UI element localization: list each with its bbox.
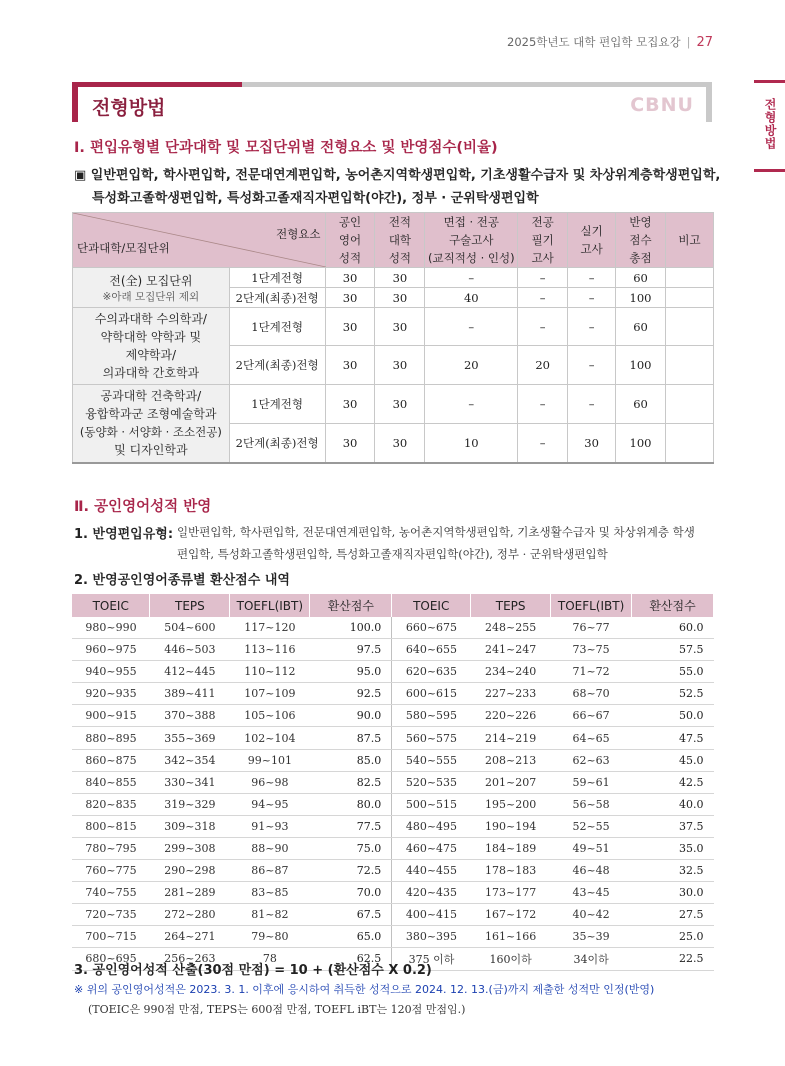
sec2-item2-label: 2. 반영공인영어종류별 환산점수 내역 [74, 573, 290, 588]
score-cell: 227~233 [471, 683, 551, 705]
col-header: 실기 고사 [568, 213, 616, 268]
score-cell: 504~600 [150, 617, 230, 639]
score-cell: 30.0 [632, 882, 714, 904]
stage-cell: 2단계(최종)전형 [229, 288, 325, 308]
score-cell: 25.0 [632, 926, 714, 948]
value-cell: – [568, 288, 616, 308]
score-cell: 47.5 [632, 727, 714, 749]
score-cell: 190~194 [471, 815, 551, 837]
score-cell: 97.5 [310, 639, 392, 661]
score-cell: 52.5 [632, 683, 714, 705]
score-row [72, 617, 714, 639]
sec2-item1-label: 1. 반영편입유형: [74, 527, 174, 542]
score-cell: 110~112 [230, 661, 310, 683]
score-cell: 40~42 [551, 904, 632, 926]
group-name: 수의과대학 수의학과/ 약학대학 약학과 및 제약학과/ 의과대학 간호학과 [94, 312, 207, 380]
score-cell: 319~329 [150, 793, 230, 815]
score-cell: 660~675 [392, 617, 471, 639]
value-cell [666, 346, 714, 385]
value-cell [666, 424, 714, 463]
score-cell: 640~655 [392, 639, 471, 661]
score-cell: 87.5 [310, 727, 392, 749]
score-cell: 49~51 [551, 837, 632, 859]
col-header: 공인 영어 성적 [325, 213, 375, 268]
value-cell: – [568, 385, 616, 424]
score-cell: 264~271 [150, 926, 230, 948]
score-col-header: 환산점수 [632, 594, 714, 617]
score-cell: 500~515 [392, 793, 471, 815]
score-cell: 440~455 [392, 860, 471, 882]
score-row [72, 771, 714, 793]
score-cell: 78 [230, 948, 310, 970]
score-cell: 241~247 [471, 639, 551, 661]
value-cell: 30 [375, 346, 425, 385]
score-cell: 83~85 [230, 882, 310, 904]
score-cell: 117~120 [230, 617, 310, 639]
title-gray-line [242, 82, 712, 87]
score-cell: 201~207 [471, 771, 551, 793]
score-col-header: TOEFL(IBT) [230, 594, 310, 617]
score-cell: 42.5 [632, 771, 714, 793]
score-cell: 420~435 [392, 882, 471, 904]
value-cell: – [568, 346, 616, 385]
group-cell [73, 308, 230, 385]
score-cell: 55.0 [632, 661, 714, 683]
score-cell: 91~93 [230, 815, 310, 837]
score-cell: 85.0 [310, 749, 392, 771]
value-cell [666, 385, 714, 424]
score-row [72, 683, 714, 705]
score-cell: 79~80 [230, 926, 310, 948]
score-cell: 256~263 [150, 948, 230, 970]
cbnu-logo: CBNU [630, 94, 694, 116]
side-tab-label: 전형방법 [763, 98, 777, 150]
score-row [72, 882, 714, 904]
score-row [72, 860, 714, 882]
col-header: 반영 점수 총점 [616, 213, 666, 268]
score-cell: 281~289 [150, 882, 230, 904]
score-cell: 208~213 [471, 749, 551, 771]
score-cell: 780~795 [72, 837, 150, 859]
group-name: 전(全) 모집단위 [109, 274, 193, 288]
value-cell [666, 308, 714, 346]
score-cell: 920~935 [72, 683, 150, 705]
score-cell: 520~535 [392, 771, 471, 793]
sec2-note2: (TOEIC은 990점 만점, TEPS는 600점 만점, TOEFL iBT는 120점 만점임.) [88, 1003, 466, 1016]
stage-cell: 1단계전형 [229, 308, 325, 346]
score-cell: 400~415 [392, 904, 471, 926]
score-cell: 102~104 [230, 727, 310, 749]
section-title-box [72, 82, 712, 122]
score-cell: 380~395 [392, 926, 471, 948]
stage-cell: 1단계전형 [229, 385, 325, 424]
score-cell: 290~298 [150, 860, 230, 882]
score-cell: 45.0 [632, 749, 714, 771]
score-cell: 113~116 [230, 639, 310, 661]
score-cell: 73~75 [551, 639, 632, 661]
score-cell: 342~354 [150, 749, 230, 771]
group-name-tail: 및 디자인학과 [114, 443, 188, 458]
score-cell: 100.0 [310, 617, 392, 639]
value-cell: 100 [616, 346, 666, 385]
score-cell: 272~280 [150, 904, 230, 926]
running-header [507, 34, 713, 50]
side-tab-bottom-bar [754, 169, 785, 172]
title-accent-line [72, 82, 242, 87]
score-cell: 66~67 [551, 705, 632, 727]
value-cell: 60 [616, 385, 666, 424]
score-cell: 173~177 [471, 882, 551, 904]
group-name: 공과대학 건축학과/ 융합학과군 조형예술학과 [85, 389, 217, 422]
value-cell: 30 [325, 268, 375, 288]
col-header: 전공 필기 고사 [518, 213, 568, 268]
score-cell: 370~388 [150, 705, 230, 727]
doc-title: 2025학년도 대학 편입학 모집요강 [507, 35, 681, 49]
sec1-bullet-line1: ▣ 일반편입학, 학사편입학, 전문대연계편입학, 농어촌지역학생편입학, 기초생활수급자 및 차상위계층학생편입학, [74, 168, 721, 183]
screening-table [72, 212, 714, 464]
title-right-bar [706, 82, 712, 122]
score-cell: 43~45 [551, 882, 632, 904]
score-cell: 107~109 [230, 683, 310, 705]
score-row [72, 639, 714, 661]
score-cell: 248~255 [471, 617, 551, 639]
score-cell: 355~369 [150, 727, 230, 749]
score-row [72, 926, 714, 948]
score-cell: 840~855 [72, 771, 150, 793]
group-note: ※아래 모집단위 제외 [102, 291, 200, 303]
score-cell: 309~318 [150, 815, 230, 837]
value-cell: – [518, 268, 568, 288]
score-cell: 62.5 [310, 948, 392, 970]
col-header: 전적 대학 성적 [375, 213, 425, 268]
value-cell: – [568, 268, 616, 288]
score-cell: 70.0 [310, 882, 392, 904]
score-cell: 160이하 [471, 948, 551, 970]
value-cell: – [518, 308, 568, 346]
score-cell: 59~61 [551, 771, 632, 793]
score-cell: 56~58 [551, 793, 632, 815]
value-cell: 30 [375, 385, 425, 424]
score-cell: 99~101 [230, 749, 310, 771]
score-cell: 299~308 [150, 837, 230, 859]
score-row [72, 705, 714, 727]
sec2-item1-text1: 일반편입학, 학사편입학, 전문대연계편입학, 농어촌지역학생편입학, 기초생활수급자 및 차상위계층 학생 [177, 525, 695, 539]
score-cell: 46~48 [551, 860, 632, 882]
score-cell: 760~775 [72, 860, 150, 882]
value-cell: – [518, 424, 568, 463]
score-cell: 480~495 [392, 815, 471, 837]
score-cell: 86~87 [230, 860, 310, 882]
value-cell: 30 [325, 346, 375, 385]
value-cell: 30 [325, 424, 375, 463]
score-cell: 68~70 [551, 683, 632, 705]
value-cell: 100 [616, 424, 666, 463]
score-cell: 96~98 [230, 771, 310, 793]
value-cell: 60 [616, 268, 666, 288]
score-cell: 35~39 [551, 926, 632, 948]
score-cell: 35.0 [632, 837, 714, 859]
score-cell: 76~77 [551, 617, 632, 639]
score-cell: 40.0 [632, 793, 714, 815]
value-cell [666, 268, 714, 288]
score-cell: 52~55 [551, 815, 632, 837]
side-tab-top-bar [754, 80, 785, 83]
score-col-header: TOEIC [392, 594, 471, 617]
sec1-bullet-line2: 특성화고졸학생편입학, 특성화고졸재직자편입학(야간), 정부 · 군위탁생편입학 [92, 191, 539, 206]
score-row [72, 904, 714, 926]
value-cell: 30 [375, 288, 425, 308]
score-cell: 167~172 [471, 904, 551, 926]
score-cell: 81~82 [230, 904, 310, 926]
score-cell: 540~555 [392, 749, 471, 771]
score-cell: 37.5 [632, 815, 714, 837]
score-row [72, 837, 714, 859]
score-col-header: TEPS [150, 594, 230, 617]
stage-cell: 2단계(최종)전형 [229, 424, 325, 463]
score-cell: 32.5 [632, 860, 714, 882]
score-cell: 184~189 [471, 837, 551, 859]
score-cell: 900~915 [72, 705, 150, 727]
score-cell: 75.0 [310, 837, 392, 859]
score-row [72, 749, 714, 771]
value-cell: – [568, 308, 616, 346]
stage-cell: 2단계(최종)전형 [229, 346, 325, 385]
sec2-item1-text2: 편입학, 특성화고졸학생편입학, 특성화고졸재직자편입학(야간), 정부 · 군위탁생편입학 [177, 547, 608, 561]
score-cell: 27.5 [632, 904, 714, 926]
value-cell: 10 [425, 424, 518, 463]
score-cell: 740~755 [72, 882, 150, 904]
col-header: 면접 · 전공 구술고사 (교직적성 · 인성) [425, 213, 518, 268]
score-cell: 77.5 [310, 815, 392, 837]
value-cell: 30 [568, 424, 616, 463]
score-cell: 700~715 [72, 926, 150, 948]
score-cell: 220~226 [471, 705, 551, 727]
value-cell: 20 [425, 346, 518, 385]
score-cell: 680~695 [72, 948, 150, 970]
sec2-note1: ※ 위의 공인영어성적은 2023. 3. 1. 이후에 응시하여 취득한 성적으로 2024. 12. 13.(금)까지 제출한 성적만 인정(반영) [74, 983, 655, 996]
corner-bottom-label: 단과대학/모집단위 [77, 241, 170, 255]
value-cell: 40 [425, 288, 518, 308]
score-cell: 80.0 [310, 793, 392, 815]
group-note: (동양화 · 서양화 · 조소전공) [79, 425, 222, 440]
score-cell: 214~219 [471, 727, 551, 749]
score-cell: 960~975 [72, 639, 150, 661]
sec1-heading: Ⅰ. 편입유형별 단과대학 및 모집단위별 전형요소 및 반영점수(비율) [74, 140, 498, 156]
section-title: 전형방법 [92, 97, 166, 119]
score-cell: 105~106 [230, 705, 310, 727]
value-cell: 20 [518, 346, 568, 385]
sec2-heading: Ⅱ. 공인영어성적 반영 [74, 499, 212, 515]
score-cell: 412~445 [150, 661, 230, 683]
score-cell: 620~635 [392, 661, 471, 683]
value-cell: 30 [325, 288, 375, 308]
score-cell: 446~503 [150, 639, 230, 661]
english-score-table [72, 594, 714, 971]
score-cell: 860~875 [72, 749, 150, 771]
score-row [72, 661, 714, 683]
score-col-header: TOEFL(IBT) [551, 594, 632, 617]
score-cell: 880~895 [72, 727, 150, 749]
score-row [72, 793, 714, 815]
score-row [72, 815, 714, 837]
score-cell: 72.5 [310, 860, 392, 882]
score-cell: 375 이하 [392, 948, 471, 970]
score-cell: 92.5 [310, 683, 392, 705]
score-cell: 720~735 [72, 904, 150, 926]
score-cell: 67.5 [310, 904, 392, 926]
value-cell: 100 [616, 288, 666, 308]
title-left-bar [72, 82, 78, 122]
score-cell: 940~955 [72, 661, 150, 683]
value-cell: 30 [375, 308, 425, 346]
corner-header [73, 213, 326, 268]
score-cell: 22.5 [632, 948, 714, 970]
value-cell: 30 [325, 308, 375, 346]
score-cell: 980~990 [72, 617, 150, 639]
score-cell: 560~575 [392, 727, 471, 749]
score-cell: 330~341 [150, 771, 230, 793]
value-cell: – [425, 268, 518, 288]
score-cell: 65.0 [310, 926, 392, 948]
header-separator: | [686, 35, 691, 49]
value-cell: – [425, 385, 518, 424]
score-col-header: 환산점수 [310, 594, 392, 617]
score-cell: 90.0 [310, 705, 392, 727]
score-cell: 460~475 [392, 837, 471, 859]
score-cell: 600~615 [392, 683, 471, 705]
score-cell: 195~200 [471, 793, 551, 815]
value-cell: 60 [616, 308, 666, 346]
score-row [72, 727, 714, 749]
score-cell: 800~815 [72, 815, 150, 837]
value-cell [666, 288, 714, 308]
score-cell: 389~411 [150, 683, 230, 705]
score-cell: 34이하 [551, 948, 632, 970]
score-cell: 64~65 [551, 727, 632, 749]
score-cell: 161~166 [471, 926, 551, 948]
score-col-header: TOEIC [72, 594, 150, 617]
score-cell: 580~595 [392, 705, 471, 727]
page-number: 27 [696, 35, 713, 50]
score-cell: 234~240 [471, 661, 551, 683]
sec2-item3: 3. 공인영어성적 산출(30점 만점) = 10 + (환산점수 X 0.2) [74, 963, 432, 978]
value-cell: – [518, 385, 568, 424]
score-cell: 88~90 [230, 837, 310, 859]
value-cell: – [518, 288, 568, 308]
side-tab [754, 80, 785, 172]
stage-cell: 1단계전형 [229, 268, 325, 288]
value-cell: – [425, 308, 518, 346]
score-cell: 57.5 [632, 639, 714, 661]
score-cell: 71~72 [551, 661, 632, 683]
score-cell: 82.5 [310, 771, 392, 793]
score-cell: 95.0 [310, 661, 392, 683]
value-cell: 30 [375, 268, 425, 288]
score-col-header: TEPS [471, 594, 551, 617]
col-header: 비고 [666, 213, 714, 268]
value-cell: 30 [325, 385, 375, 424]
score-cell: 820~835 [72, 793, 150, 815]
score-cell: 62~63 [551, 749, 632, 771]
value-cell: 30 [375, 424, 425, 463]
score-cell: 94~95 [230, 793, 310, 815]
score-cell: 50.0 [632, 705, 714, 727]
score-cell: 178~183 [471, 860, 551, 882]
group-cell [73, 385, 230, 463]
corner-top-label: 전형요소 [276, 227, 321, 241]
group-cell [73, 268, 230, 308]
score-cell: 60.0 [632, 617, 714, 639]
